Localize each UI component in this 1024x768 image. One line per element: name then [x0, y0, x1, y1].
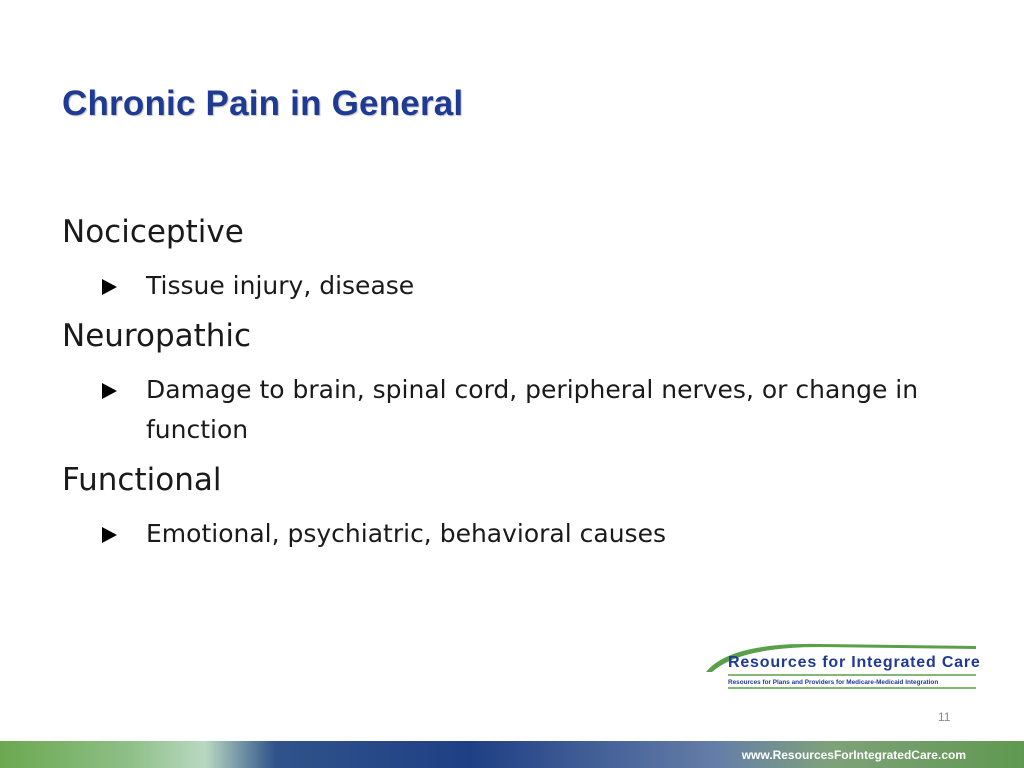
heading-nociceptive: Nociceptive: [62, 214, 244, 250]
slide-content: [62, 212, 962, 564]
logo-tagline: Resources for Plans and Providers for Medicare-Medicaid Integration: [728, 679, 939, 686]
bullet-text: Emotional, psychiatric, behavioral causes: [146, 519, 666, 548]
logo-name: Resources for Integrated Care: [728, 654, 981, 671]
bullet-text: Tissue injury, disease: [146, 271, 415, 300]
bullet-text: Damage to brain, spinal cord, peripheral nerves, or change in function: [146, 375, 919, 444]
footer-url: www.ResourcesForIntegratedCare.com: [741, 748, 966, 762]
bullet-item: [62, 266, 956, 306]
heading-neuropathic: Neuropathic: [62, 318, 252, 354]
footer-bar: [0, 741, 1024, 768]
triangle-bullet-icon: [102, 383, 117, 399]
heading-functional: Functional: [62, 462, 222, 498]
page-number: 11: [938, 710, 951, 724]
bullet-item: [62, 514, 956, 554]
slide-title: Chronic Pain in General: [62, 84, 464, 123]
triangle-bullet-icon: [102, 279, 117, 295]
bullet-item: [62, 370, 956, 450]
resources-for-integrated-care-logo: [700, 638, 981, 694]
triangle-bullet-icon: [102, 527, 117, 543]
